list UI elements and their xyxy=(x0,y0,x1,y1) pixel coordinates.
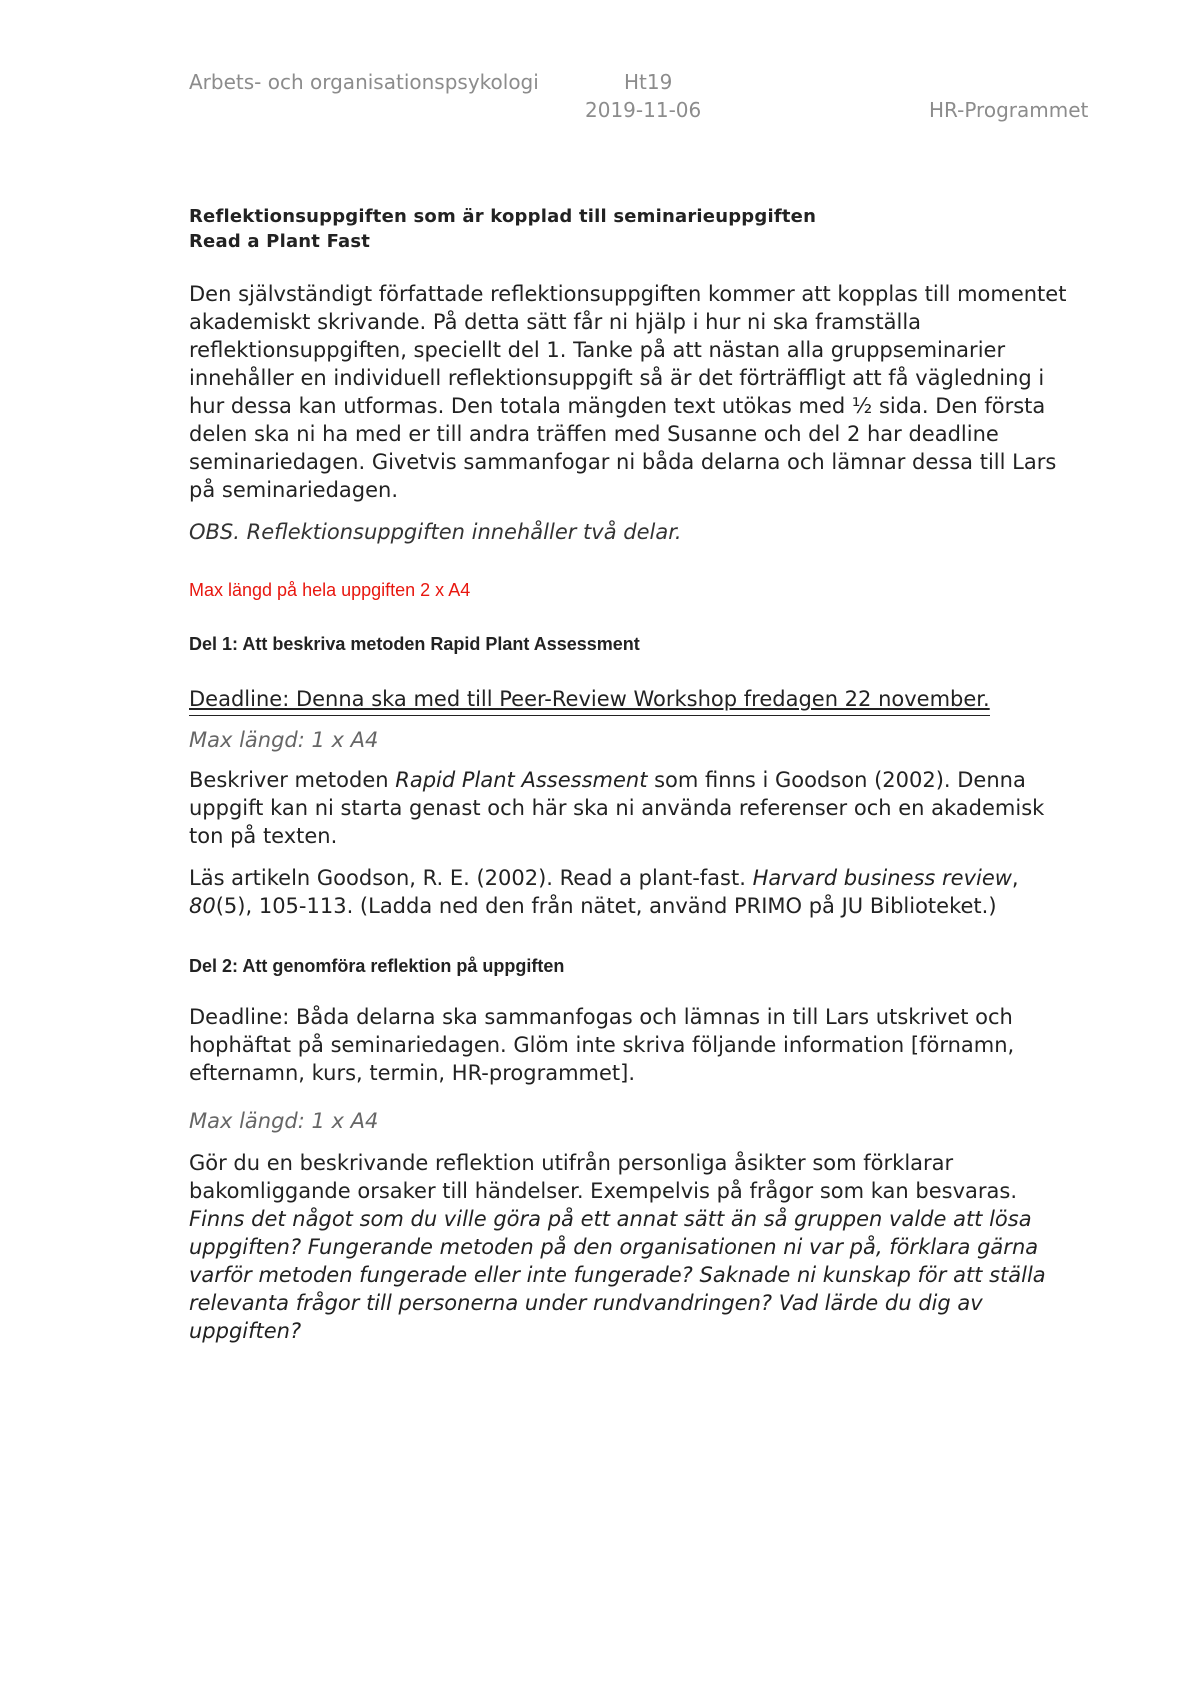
reference-journal: Harvard business review xyxy=(752,866,1012,890)
part1-heading: Del 1: Att beskriva metoden Rapid Plant Assessment xyxy=(189,634,640,654)
part1-deadline: Deadline: Denna ska med till Peer-Review Workshop fredagen 22 november. xyxy=(189,685,990,716)
doc-title: Reflektionsuppgiften som är kopplad till seminarieuppgiften xyxy=(189,206,817,227)
header-course: Arbets- och organisationspsykologi xyxy=(189,70,539,94)
part2-heading: Del 2: Att genomföra reflektion på uppgiften xyxy=(189,956,565,976)
reference-start: Läs artikeln Goodson, R. E. (2002). Read a plant-fast. xyxy=(189,866,753,890)
part2-desc-start: Gör du en beskrivande reflektion utifrån personliga åsikter som förklarar bakomliggande orsaker till händelser. Exempelvis på frågor som kan besvaras. xyxy=(189,1151,1018,1203)
part1-deadline-block xyxy=(189,685,1069,716)
reference-end: (5), 105-113. (Ladda ned den från nätet, använd PRIMO på JU Biblioteket.) xyxy=(215,894,997,918)
obs-note: OBS. Reflektionsuppgiften innehåller två delar. xyxy=(189,520,682,544)
part2-max-length: Max längd: 1 x A4 xyxy=(189,1109,379,1133)
part2-deadline: Deadline: Båda delarna ska sammanfogas och lämnas in till Lars utskrivet och hophäftat på seminariedagen. Glöm inte skriva följande information [förnamn, efternamn, kurs, termin, HR-programmet]. xyxy=(189,1005,1015,1085)
header-program: HR-Programmet xyxy=(929,98,1089,122)
max-length-note: Max längd på hela uppgiften 2 x A4 xyxy=(189,580,471,600)
part1-max-length: Max längd: 1 x A4 xyxy=(189,728,379,752)
part1-desc-end: som finns i Goodson (2002). Denna uppgift kan ni starta genast och här ska ni använda referenser och en akademisk ton på texten. xyxy=(189,768,1045,848)
document-body xyxy=(189,204,1069,1345)
part1-desc-start: Beskriver metoden xyxy=(189,768,396,792)
doc-subtitle: Read a Plant Fast xyxy=(189,231,371,252)
reference-separator: , xyxy=(1011,866,1019,890)
part1-description xyxy=(189,766,1069,850)
header-date: 2019-11-06 xyxy=(585,98,702,122)
part2-questions: Finns det något som du ville göra på ett annat sätt än så gruppen valde att lösa uppgiften? Fungerande metoden på den organisationen ni var på, förklara gärna varför metoden fungerade eller inte fungerade? Saknade ni kunskap för att ställa relevanta frågor till personerna under rundvandringen? Vad lärde du dig av uppgiften? xyxy=(189,1207,1046,1343)
intro-paragraph: Den självständigt författade reflektionsuppgiften kommer att kopplas till momentet akademiskt skrivande. På detta sätt får ni hjälp i hur ni ska framställa reflektionsuppgiften, speciellt del 1. Tanke på att nästan alla gruppseminarier innehåller en individuell reflektionsuppgift så är det förträffligt att få vägledning i hur dessa kan utformas. Den totala mängden text utökas med ½ sida. Den första delen ska ni ha med er till andra träffen med Susanne och del 2 har deadline seminariedagen. Givetvis sammanfogar ni båda delarna och lämnar dessa till Lars på seminariedagen. xyxy=(189,282,1067,502)
part2-description xyxy=(189,1149,1069,1345)
reference-volume: 80 xyxy=(189,894,216,918)
method-name: Rapid Plant Assessment xyxy=(395,768,648,792)
part1-reference xyxy=(189,864,1069,920)
header-term: Ht19 xyxy=(624,70,673,94)
